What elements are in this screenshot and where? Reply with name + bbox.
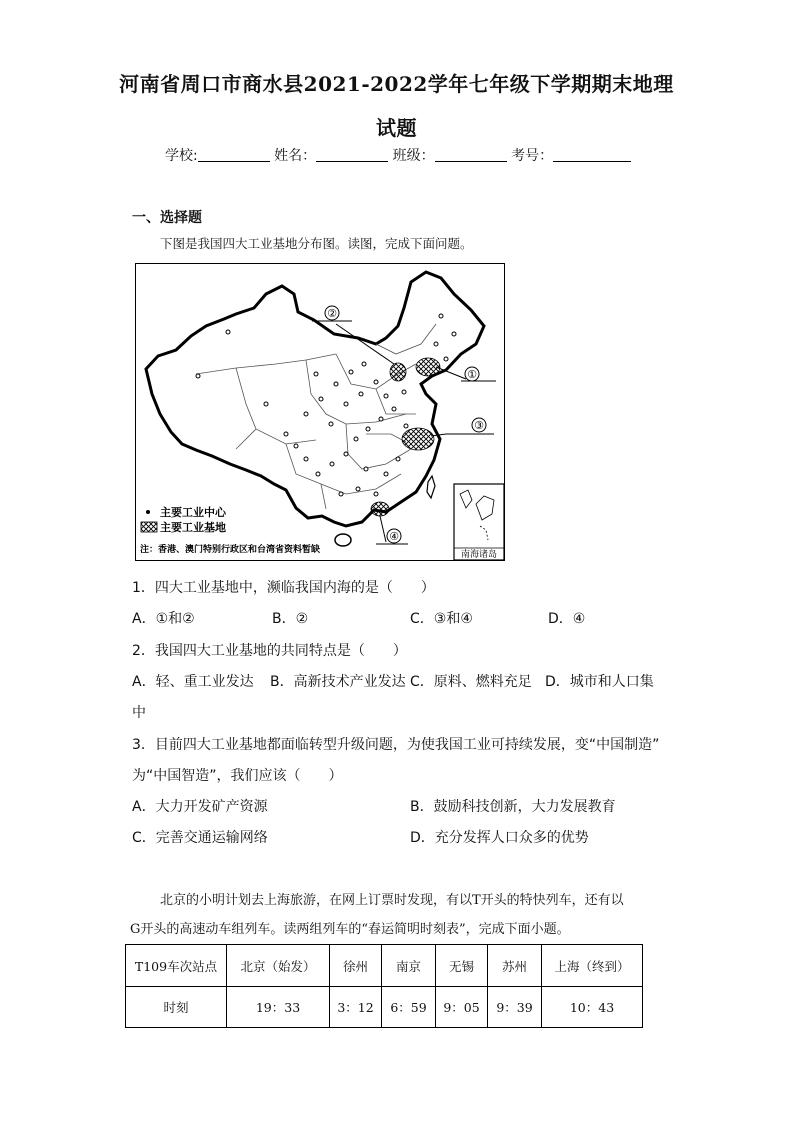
callout-2 bbox=[312, 306, 394, 364]
question-2-option-d-wrap: 中 bbox=[132, 705, 146, 721]
inset-label: 南海诸岛 bbox=[460, 550, 498, 560]
question-2-option-a[interactable]: A．轻、重工业发达 bbox=[132, 674, 254, 690]
page-title-continued: 试题 bbox=[376, 116, 417, 140]
name-blank bbox=[316, 147, 388, 162]
timetable-header-cell: 南京 bbox=[382, 945, 436, 987]
question-3-option-b[interactable]: B．鼓励科技创新，大力发展教育 bbox=[410, 799, 616, 815]
timetable-header-row bbox=[126, 945, 643, 987]
number-blank bbox=[553, 147, 631, 162]
question-3-stem-continued: 为“中国智造”，我们应该（ ） bbox=[132, 768, 343, 784]
timetable-cell: 时刻 bbox=[126, 987, 227, 1028]
question-intro: 下图是我国四大工业基地分布图。读图，完成下面问题。 bbox=[160, 236, 473, 251]
timetable-header-cell: 苏州 bbox=[488, 945, 542, 987]
number-label: 考号： bbox=[511, 148, 554, 164]
marker-4-label: ④ bbox=[389, 530, 399, 543]
industrial-base-map bbox=[135, 263, 505, 561]
industrial-centers bbox=[196, 314, 456, 496]
timetable-time-row bbox=[126, 987, 643, 1028]
question-3-stem: 3．目前四大工业基地都面临转型升级问题，为使我国工业可持续发展，变“中国制造” bbox=[132, 737, 660, 753]
section-title: 一、选择题 bbox=[132, 210, 202, 226]
timetable-cell: 9：39 bbox=[488, 987, 542, 1028]
map-legend bbox=[140, 505, 320, 555]
timetable-header-cell: 北京（始发） bbox=[227, 945, 330, 987]
province-borders bbox=[196, 324, 436, 509]
question-2-option-b[interactable]: B．高新技术产业发达 bbox=[270, 674, 406, 690]
callout-4 bbox=[376, 516, 408, 544]
timetable-cell: 6：59 bbox=[382, 987, 436, 1028]
passage-line-2: G开头的高速动车组列车。读两组列车的“春运简明时刻表”，完成下面小题。 bbox=[130, 922, 570, 937]
south-china-sea-inset bbox=[454, 484, 504, 560]
legend-center-label: 主要工业中心 bbox=[160, 506, 226, 519]
timetable-cell: 9：05 bbox=[436, 987, 488, 1028]
marker-2-label: ② bbox=[327, 307, 337, 320]
passage-line-1: 北京的小明计划去上海旅游，在网上订票时发现，有以T开头的特快列车，还有以 bbox=[160, 893, 624, 908]
legend-base-label: 主要工业基地 bbox=[160, 521, 226, 534]
name-label: 姓名： bbox=[274, 148, 317, 164]
question-2-option-d[interactable]: D．城市和人口集 bbox=[545, 674, 654, 690]
question-1-option-c[interactable]: C．③和④ bbox=[410, 611, 473, 627]
timetable-cell: 10：43 bbox=[542, 987, 643, 1028]
page-title: 河南省周口市商水县2021-2022学年七年级下学期期末地理 bbox=[119, 72, 674, 96]
marker-3-label: ③ bbox=[474, 419, 484, 432]
question-3-option-a[interactable]: A．大力开发矿产资源 bbox=[132, 799, 268, 815]
train-timetable bbox=[125, 944, 643, 1028]
question-3-option-d[interactable]: D．充分发挥人口众多的优势 bbox=[410, 830, 589, 846]
question-1-stem: 1．四大工业基地中，濒临我国内海的是（ ） bbox=[132, 580, 435, 596]
school-label: 学校: bbox=[165, 148, 198, 164]
taiwan-island bbox=[427, 476, 435, 498]
timetable-header-cell: 无锡 bbox=[436, 945, 488, 987]
callout-3 bbox=[431, 418, 494, 436]
timetable-cell: 19：33 bbox=[227, 987, 330, 1028]
hainan-island bbox=[335, 534, 351, 546]
timetable-header-cell: 上海（终到） bbox=[542, 945, 643, 987]
class-blank bbox=[435, 147, 507, 162]
question-1-option-d[interactable]: D．④ bbox=[548, 611, 586, 627]
industrial-base-2 bbox=[390, 363, 406, 381]
timetable-cell: 3：12 bbox=[330, 987, 382, 1028]
student-info-line bbox=[165, 145, 631, 165]
question-1-option-b[interactable]: B．② bbox=[272, 611, 309, 627]
timetable-header-cell: T109车次站点 bbox=[126, 945, 227, 987]
china-map-svg bbox=[136, 264, 505, 561]
class-label: 班级： bbox=[392, 148, 435, 164]
school-blank bbox=[198, 147, 270, 162]
question-1-option-a[interactable]: A．①和② bbox=[132, 611, 195, 627]
question-2-stem: 2．我国四大工业基地的共同特点是（ ） bbox=[132, 643, 407, 659]
marker-1-label: ① bbox=[467, 368, 477, 381]
question-3-option-c[interactable]: C．完善交通运输网络 bbox=[132, 830, 268, 846]
industrial-base-3 bbox=[402, 428, 434, 450]
industrial-base-4 bbox=[371, 502, 389, 516]
question-2-option-c[interactable]: C．原料、燃料充足 bbox=[410, 674, 532, 690]
legend-note: 注：香港、澳门特别行政区和台湾省资料暂缺 bbox=[140, 545, 321, 555]
timetable-header-cell: 徐州 bbox=[330, 945, 382, 987]
